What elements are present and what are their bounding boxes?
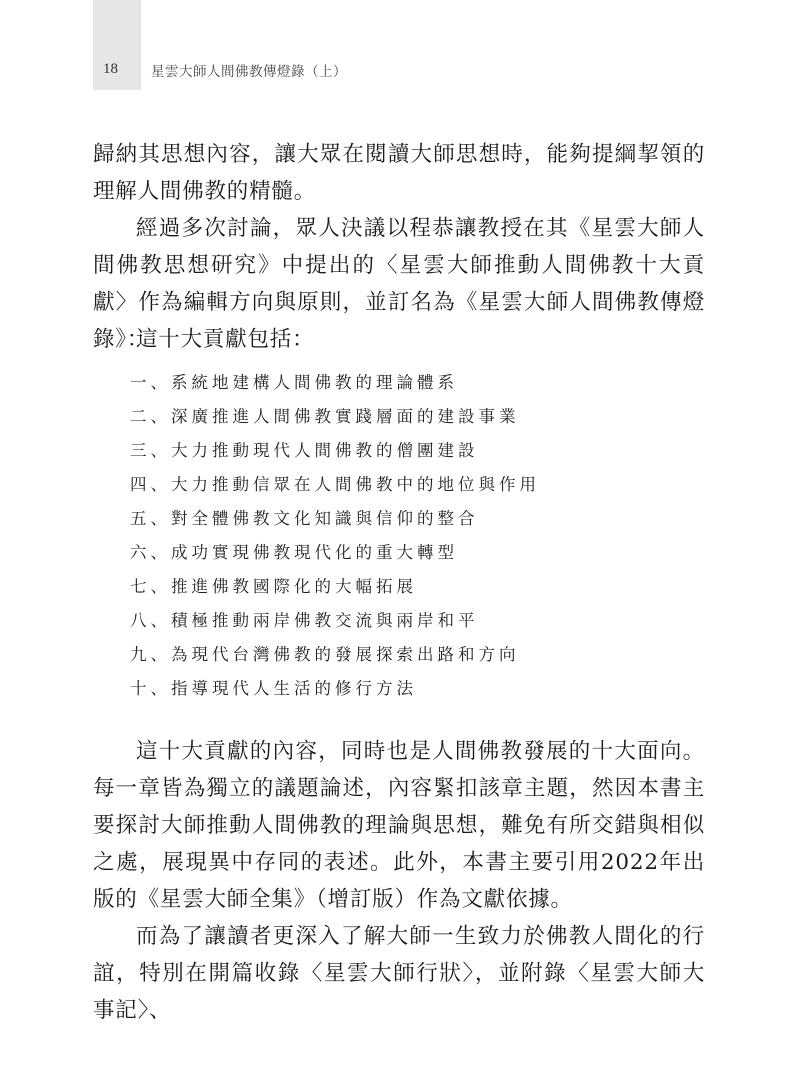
list-item: 二、深廣推進人間佛教實踐層面的建設事業 <box>130 407 520 426</box>
list-item: 十、指導現代人生活的修行方法 <box>130 679 417 698</box>
list-item: 八、積極推動兩岸佛教交流與兩岸和平 <box>130 611 479 630</box>
list-item: 六、成功實現佛教現代化的重大轉型 <box>130 543 458 562</box>
list-item: 一、系統地建構人間佛教的理論體系 <box>130 373 458 392</box>
list-item: 九、為現代台灣佛教的發展探索出路和方向 <box>130 645 520 664</box>
page-number: 18 <box>103 61 118 77</box>
list-item: 四、大力推動信眾在人間佛教中的地位與作用 <box>130 475 540 494</box>
running-title: 星雲大師人間佛教傳燈錄（上） <box>151 64 347 80</box>
list-item: 五、對全體佛教文化知識與信仰的整合 <box>130 509 479 528</box>
paragraph-1: 歸納其思想內容，讓大眾在閱讀大師思想時，能夠提綱挈領的理解人間佛教的精髓。 <box>93 142 705 204</box>
paragraph-4: 這十大貢獻的內容，同時也是人間佛教發展的十大面向。每一章皆為獨立的議題論述，內容緊扣該章主題，然因本書主要探討大師推動人間佛教的理論與思想，難免有所交錯與相似之處，展現異中存同的表述。此外，本書主要引用2022年出版的《星雲大師全集》（增訂版）作為文獻依據。 <box>93 739 705 912</box>
list-item: 三、大力推動現代人間佛教的僧團建設 <box>130 441 479 460</box>
paragraph-2: 經過多次討論，眾人決議以程恭讓教授在其《星雲大師人間佛教思想研究》中提出的〈星雲大師推動人間佛教十大貢獻〉作為編輯方向與原則，並訂名為《星雲大師人間佛教傳燈錄》： <box>93 216 705 352</box>
paragraph-3: 這十大貢獻包括： <box>136 327 315 352</box>
list-item: 七、推進佛教國際化的大幅拓展 <box>130 577 417 596</box>
paragraph-5: 而為了讓讀者更深入了解大師一生致力於佛教人間化的行誼，特別在開篇收錄〈星雲大師行狀〉，並附錄〈星雲大師大事記〉、 <box>93 924 705 1023</box>
contributions-list <box>130 366 540 706</box>
